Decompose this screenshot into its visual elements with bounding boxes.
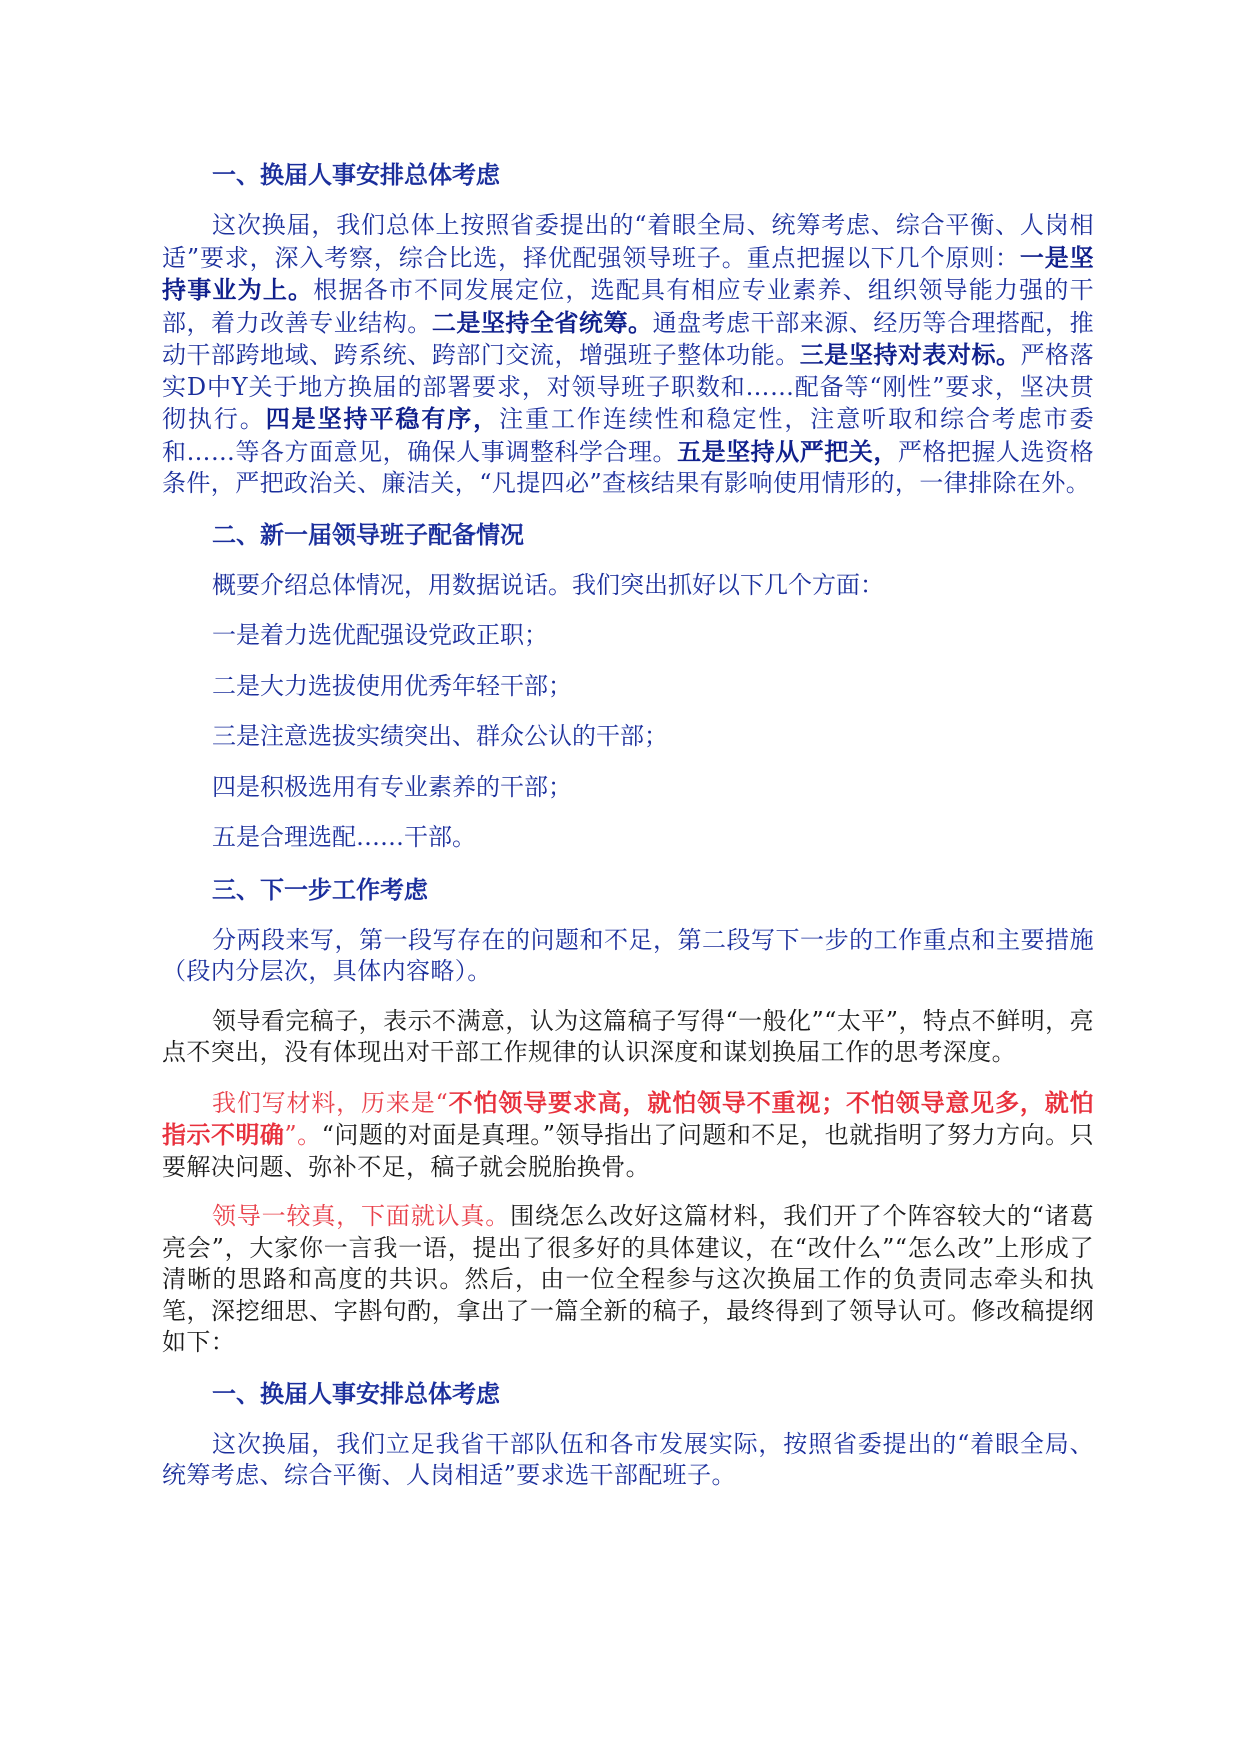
section3-paragraph: 分两段来写，第一段写存在的问题和不足，第二段写下一步的工作重点和主要措施（段内分层次，具体内容略）。 xyxy=(162,925,1094,985)
section2-list-item: 四是积极选用有专业素养的干部； xyxy=(212,772,572,801)
principle-4-text: 注重工作连续性和稳定性，注意听取和综合考虑市委和……等各方面意见，确保人事调整科学合理。 xyxy=(162,405,1095,466)
writing-principle-rest: “问题的对面是真理。”领导指出了问题和不足，也就指明了努力方向。只要解决问题、弥补不足，稿子就会脱胎换骨。 xyxy=(162,1121,1094,1181)
section2-list-item: 一是着力选优配强设党政正职； xyxy=(212,621,548,649)
section1-intro: 这次换届，我们总体上按照省委提出的“着眼全局、统筹考虑、综合平衡、人岗相适”要求，深入考察，综合比选，择优配强领导班子。重点把握以下几个原则： xyxy=(162,211,1094,272)
principle-5-text: 严格把握人选资格条件，严把政治关、廉洁关，“凡提四必”查核结果有影响使用情形的，一律排除在外。 xyxy=(162,437,1094,497)
revision-red-lead: 领导一较真，下面就认真。 xyxy=(212,1202,511,1230)
red-lead-text: 我们写材料，历来是“ xyxy=(212,1088,449,1117)
revised-section1-heading: 一、换届人事安排总体考虑 xyxy=(212,1378,500,1408)
principle-1-text: 根据各市不同发展定位，选配具有相应专业素养、组织领导能力强的干部，着力改善专业结构。 xyxy=(162,276,1094,337)
revision-process-paragraph xyxy=(162,1201,1094,1359)
section1-paragraph xyxy=(162,210,1094,500)
section2-list-item: 五是合理选配……干部。 xyxy=(212,823,476,851)
revised-section1-paragraph: 这次换届，我们立足我省干部队伍和各市发展实际，按照省委提出的“着眼全局、统筹考虑、综合平衡、人岗相适”要求选干部配班子。 xyxy=(162,1429,1094,1489)
section2-intro: 概要介绍总体情况，用数据说话。我们突出抓好以下几个方面： xyxy=(212,570,884,599)
principle-3-title: 三是坚持对表对标。 xyxy=(799,340,1021,369)
section2-list-item: 二是大力选拔使用优秀年轻干部； xyxy=(212,671,572,700)
principle-2-title: 二是坚持全省统筹。 xyxy=(431,307,653,337)
writing-principle-paragraph xyxy=(162,1087,1094,1184)
red-bold-quote: 不怕领导要求高，就怕领导不重视；不怕领导意见多，就怕指示不明确 xyxy=(162,1087,1094,1149)
principle-2-text: 通盘考虑干部来源、经历等合理搭配，推动干部跨地域、跨系统、跨部门交流，增强班子整体功能。 xyxy=(162,308,1094,369)
revision-process-rest: 围绕怎么改好这篇材料，我们开了个阵容较大的“诸葛亮会”，大家你一言我一语，提出了很多好的具体建议，在“改什么”“怎么改”上形成了清晰的思路和高度的共识。然后，由一位全程参与这次换届工作的负责同志牵头和执笔，深挖细思、字斟句酌，拿出了一篇全新的稿子，最终得到了领导认可。修改稿提纲如下： xyxy=(162,1202,1094,1356)
principle-1-title: 一是坚持事业为上。 xyxy=(162,242,1094,304)
section2-list-item: 三是注意选拔实绩突出、群众公认的干部； xyxy=(212,722,668,750)
section3-heading: 三、下一步工作考虑 xyxy=(212,874,428,904)
section2-heading: 二、新一届领导班子配备情况 xyxy=(212,519,524,549)
principle-5-title: 五是坚持从严把关， xyxy=(677,436,898,466)
document-page xyxy=(162,158,1094,1510)
section1-heading: 一、换届人事安排总体考虑 xyxy=(212,160,500,189)
red-close-quote: ”。 xyxy=(284,1121,322,1149)
principle-4-title: 四是坚持平稳有序， xyxy=(265,404,500,433)
leader-feedback-paragraph: 领导看完稿子，表示不满意，认为这篇稿子写得“一般化”“太平”，特点不鲜明，亮点不突出，没有体现出对干部工作规律的认识深度和谋划换届工作的思考深度。 xyxy=(162,1006,1094,1066)
principle-3-text: 严格落实D中Y关于地方换届的部署要求，对领导班子职数和……配备等“刚性”要求，坚决贯彻执行。 xyxy=(162,341,1094,433)
